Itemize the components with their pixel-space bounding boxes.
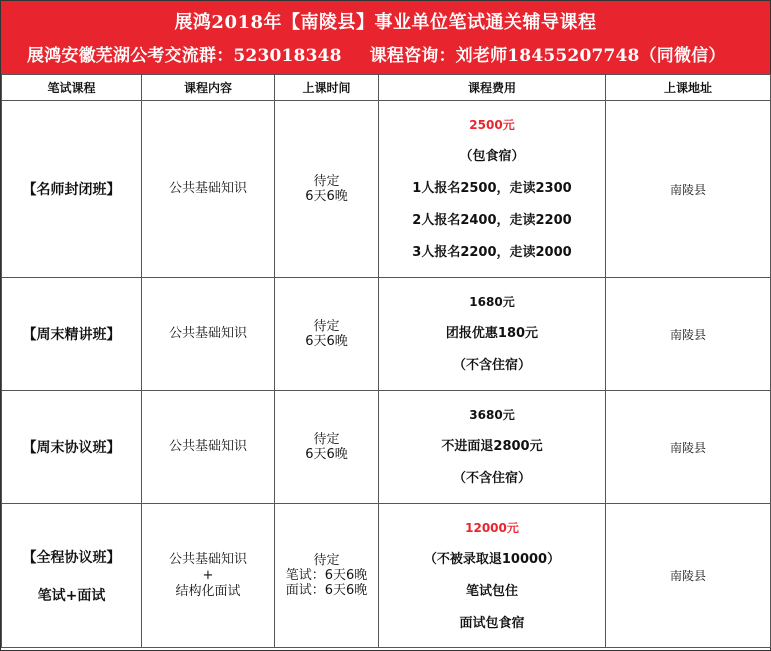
- content-cell: [142, 278, 275, 391]
- table-header-row: [2, 75, 771, 101]
- course-table: [1, 74, 771, 648]
- fee-tier: 2人报名2400，走读2200: [412, 213, 572, 228]
- fee-price: 12000元: [465, 520, 519, 535]
- time-duration: 6天6晚: [305, 447, 348, 462]
- course-name: 【周末协议班】: [22, 440, 121, 456]
- time-status: 待定: [313, 553, 340, 568]
- course-cell: [2, 101, 142, 278]
- fee-price: 3680元: [469, 408, 515, 422]
- header-content: 课程内容: [142, 75, 275, 101]
- course-content: 公共基础知识: [168, 326, 247, 341]
- fee-written-note: 笔试包住: [465, 583, 518, 599]
- time-duration: 6天6晚: [305, 334, 348, 349]
- fee-interview-note: 面试包食宿: [459, 615, 525, 631]
- location: 南陵县: [669, 440, 706, 455]
- fee-refund: （不被录取退10000）: [423, 551, 561, 567]
- time-cell: [275, 101, 379, 278]
- table-row: [2, 101, 771, 278]
- fee-price: 2500元: [469, 118, 515, 132]
- table-row: [2, 278, 771, 391]
- location: 南陵县: [669, 182, 706, 197]
- location-cell: [606, 101, 771, 278]
- banner-contact-line: [27, 41, 766, 66]
- content-cell: [142, 101, 275, 278]
- location-cell: [606, 504, 771, 648]
- table-row: [2, 391, 771, 504]
- time-cell: [275, 391, 379, 504]
- course-cell: [2, 278, 142, 391]
- time-status: 待定: [313, 432, 340, 447]
- time-status: 待定: [313, 174, 340, 189]
- course-subtitle: 笔试+面试: [37, 587, 106, 604]
- fee-note: （不含住宿）: [452, 471, 531, 486]
- fee-note: （包食宿）: [459, 149, 525, 164]
- fee-cell: [379, 391, 606, 504]
- course-cell: [2, 504, 142, 648]
- banner-title: 展鸿2018年【南陵县】事业单位笔试通关辅导课程: [174, 12, 597, 33]
- course-name: 【名师封闭班】: [22, 182, 121, 198]
- fee-cell: [379, 504, 606, 648]
- time-written-duration: 笔试：6天6晚: [285, 568, 368, 583]
- header-fee: 课程费用: [379, 75, 606, 101]
- time-status: 待定: [313, 319, 340, 334]
- course-name: 【全程协议班】: [22, 549, 121, 566]
- fee-price: 1680元: [469, 295, 515, 309]
- header-location: 上课地址: [606, 75, 771, 101]
- consultant-contact: 课程咨询：刘老师18455207748（同微信）: [369, 46, 726, 66]
- fee-tier: 3人报名2200，走读2000: [412, 245, 572, 260]
- header-course: 笔试课程: [2, 75, 142, 101]
- location-cell: [606, 278, 771, 391]
- content-cell: [142, 391, 275, 504]
- location: 南陵县: [669, 327, 706, 342]
- course-name: 【周末精讲班】: [22, 327, 121, 343]
- fee-cell: [379, 278, 606, 391]
- time-cell: [275, 504, 379, 648]
- table-row: [2, 504, 771, 648]
- content-cell: [142, 504, 275, 648]
- header-banner: [1, 1, 770, 74]
- fee-tier: 1人报名2500，走读2300: [412, 181, 572, 196]
- fee-refund: 不进面退2800元: [441, 439, 543, 454]
- content-plus: +: [202, 567, 214, 583]
- course-cell: [2, 391, 142, 504]
- course-content: 结构化面试: [175, 583, 241, 599]
- time-interview-duration: 面试：6天6晚: [285, 583, 368, 598]
- fee-cell: [379, 101, 606, 278]
- time-duration: 6天6晚: [305, 189, 348, 204]
- qq-group-number: 展鸿安徽芜湖公考交流群：523018348: [27, 46, 342, 66]
- course-content: 公共基础知识: [168, 439, 247, 454]
- location: 南陵县: [669, 569, 706, 583]
- course-content: 公共基础知识: [168, 181, 247, 196]
- time-cell: [275, 278, 379, 391]
- fee-note: （不含住宿）: [452, 358, 531, 373]
- location-cell: [606, 391, 771, 504]
- header-time: 上课时间: [275, 75, 379, 101]
- course-content: 公共基础知识: [168, 551, 247, 567]
- fee-discount: 团报优惠180元: [445, 326, 539, 341]
